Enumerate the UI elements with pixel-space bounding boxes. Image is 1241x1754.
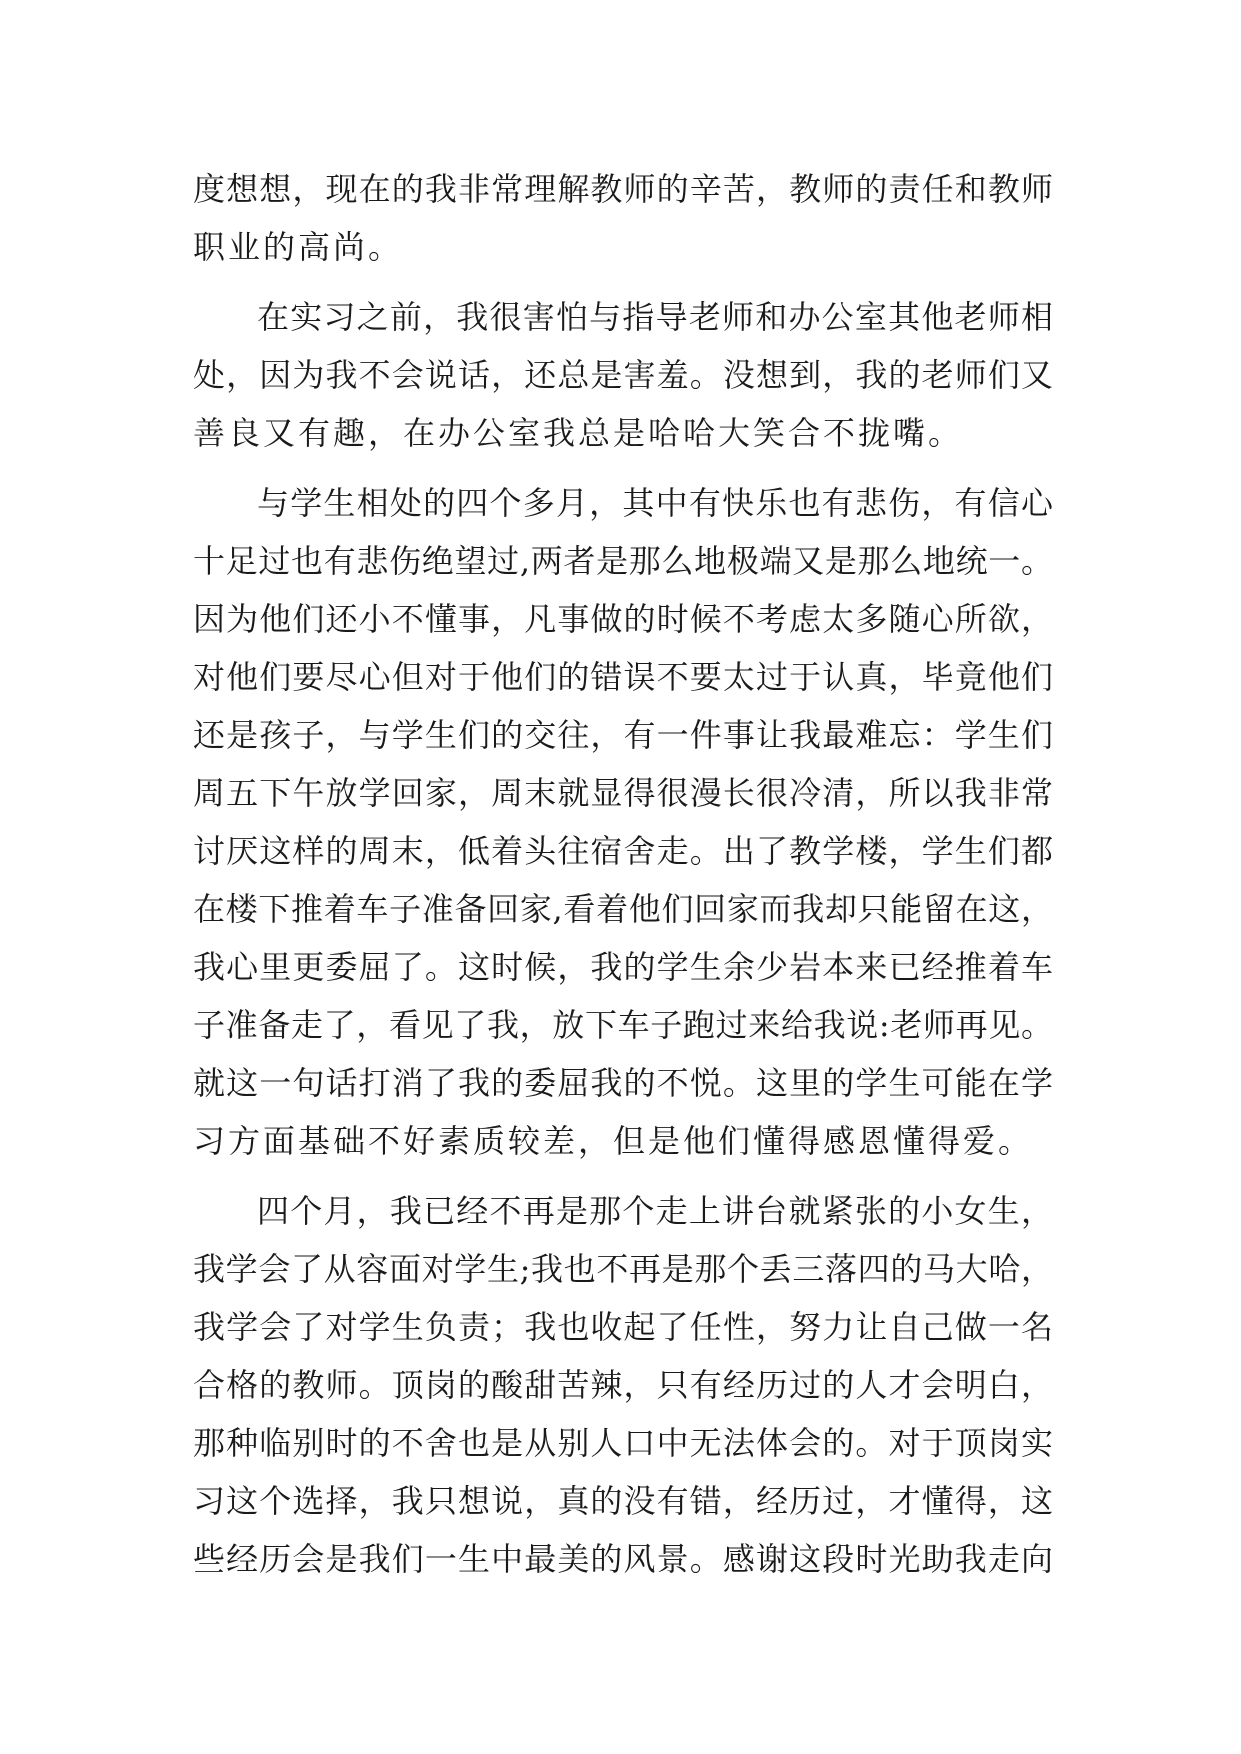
text-line: 我学会了对学生负责；我也收起了任性，努力让自己做一名 [193,1308,1053,1346]
text-line: 四个月，我已经不再是那个走上讲台就紧张的小女生， [257,1192,1053,1230]
text-line: 处，因为我不会说话，还总是害羞。没想到，我的老师们又 [193,356,1053,394]
text-line: 度想想，现在的我非常理解教师的辛苦，教师的责任和教师 [193,170,1053,208]
paragraph-3 [193,474,1053,1170]
text-line: 与学生相处的四个多月，其中有快乐也有悲伤，有信心 [257,484,1053,522]
text-line: 我学会了从容面对学生;我也不再是那个丢三落四的马大哈， [193,1250,1053,1288]
text-line: 那种临别时的不舍也是从别人口中无法体会的。对于顶岗实 [193,1424,1053,1462]
paragraph-4 [193,1182,1053,1588]
text-line: 习这个选择，我只想说，真的没有错，经历过，才懂得，这 [193,1482,1053,1520]
text-line: 善良又有趣，在办公室我总是哈哈大笑合不拢嘴。 [193,414,964,452]
text-line: 习方面基础不好素质较差，但是他们懂得感恩懂得爱。 [193,1122,1034,1160]
text-line: 讨厌这样的周末，低着头往宿舍走。出了教学楼，学生们都 [193,832,1053,870]
text-line: 在实习之前，我很害怕与指导老师和办公室其他老师相 [257,298,1053,336]
text-line: 合格的教师。顶岗的酸甜苦辣，只有经历过的人才会明白， [193,1366,1053,1404]
text-line: 职业的高尚。 [193,228,404,266]
text-line: 十足过也有悲伤绝望过,两者是那么地极端又是那么地统一。 [193,542,1053,580]
text-line: 些经历会是我们一生中最美的风景。感谢这段时光助我走向 [193,1540,1053,1578]
text-line: 我心里更委屈了。这时候，我的学生余少岩本来已经推着车 [193,948,1053,986]
text-line: 周五下午放学回家，周末就显得很漫长很冷清，所以我非常 [193,774,1053,812]
body-text [193,160,1053,1588]
text-line: 因为他们还小不懂事，凡事做的时候不考虑太多随心所欲， [193,600,1053,638]
text-line: 子准备走了，看见了我，放下车子跑过来给我说:老师再见。 [193,1006,1053,1044]
text-line: 在楼下推着车子准备回家,看着他们回家而我却只能留在这， [193,890,1053,928]
paragraph-2 [193,288,1053,462]
text-line: 对他们要尽心但对于他们的错误不要太过于认真，毕竟他们 [193,658,1053,696]
text-line: 就这一句话打消了我的委屈我的不悦。这里的学生可能在学 [193,1064,1053,1102]
text-line: 还是孩子，与学生们的交往，有一件事让我最难忘：学生们 [193,716,1053,754]
paragraph-1 [193,160,1053,276]
